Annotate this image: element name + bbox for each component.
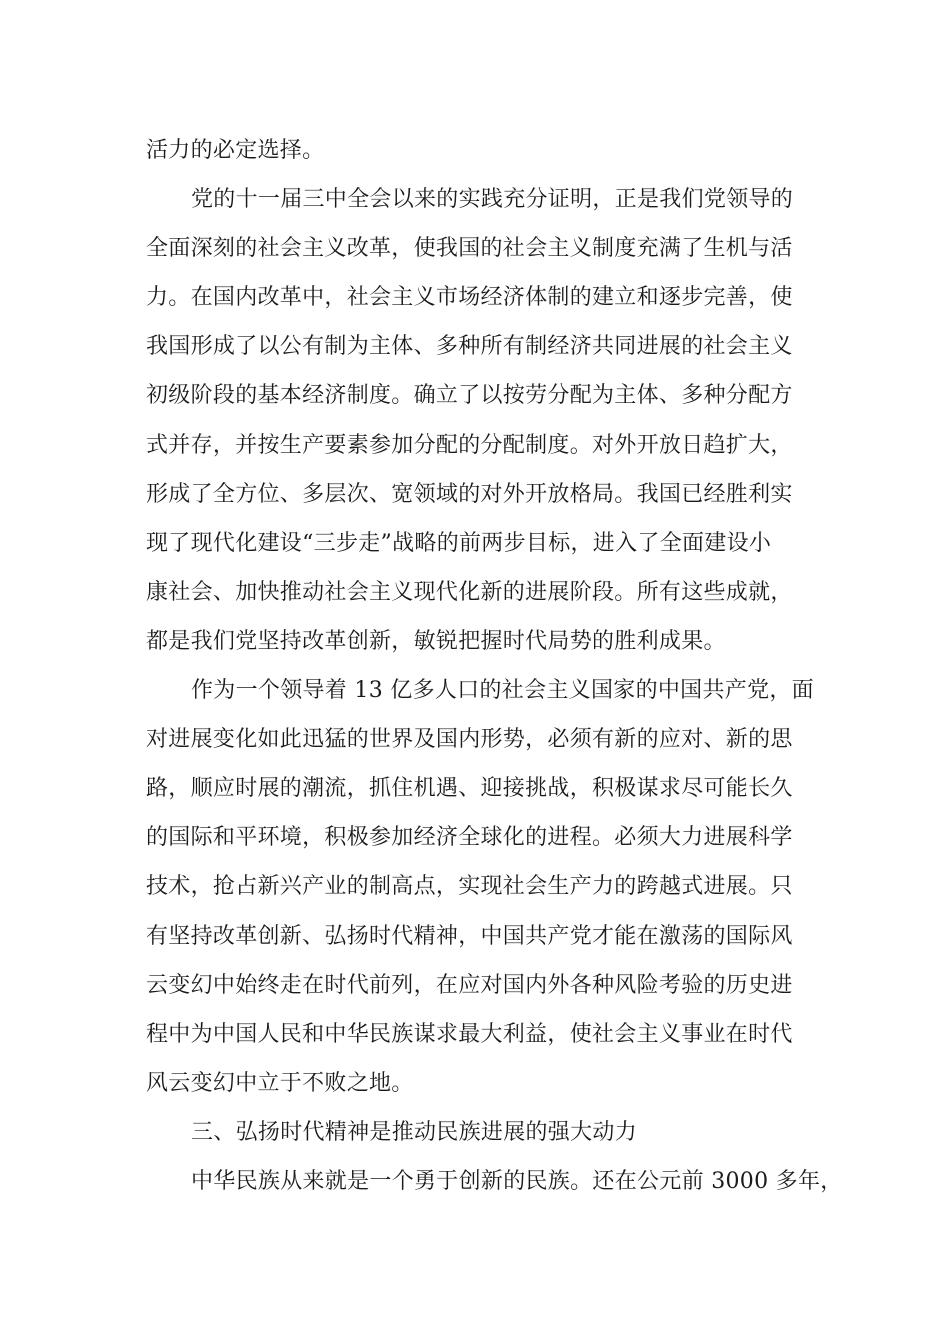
text-line: 技术，抢占新兴产业的制高点，实现社会生产力的跨越式进展。只	[146, 874, 793, 900]
text-line: 中华民族从来就是一个勇于创新的民族。还在公元前 3000 多年，	[191, 1168, 843, 1194]
section-heading: 三、弘扬时代精神是推动民族进展的强大动力	[191, 1119, 638, 1145]
text-line: 有坚持改革创新、弘扬时代精神，中国共产党才能在激荡的国际风	[146, 923, 793, 949]
text-line: 路，顺应时展的潮流，抓住机遇、迎接挑战，积极谋求尽可能长久	[146, 776, 793, 802]
document-body	[146, 134, 843, 1214]
text-line: 的国际和平环境，积极参加经济全球化的进程。必须大力进展科学	[146, 825, 793, 851]
text-line: 我国形成了以公有制为主体、多种所有制经济共同进展的社会主义	[146, 334, 793, 360]
text-line: 对进展变化如此迅猛的世界及国内形势，必须有新的应对、新的思	[146, 727, 793, 753]
text-line: 全面深刻的社会主义改革，使我国的社会主义制度充满了生机与活	[146, 236, 793, 262]
text-line: 式并存，并按生产要素参加分配的分配制度。对外开放日趋扩大，	[146, 432, 793, 458]
text-line: 现了现代化建设“三步走”战略的前两步目标，进入了全面建设小	[146, 530, 772, 556]
text-line: 云变幻中始终走在时代前列，在应对国内外各种风险考验的历史进	[146, 972, 793, 998]
text-line: 力。在国内改革中，社会主义市场经济体制的建立和逐步完善，使	[146, 285, 793, 311]
text-line: 党的十一届三中全会以来的实践充分证明，正是我们党领导的	[191, 187, 794, 213]
text-line: 作为一个领导着 13 亿多人口的社会主义国家的中国共产党，面	[191, 678, 814, 704]
text-line: 活力的必定选择。	[146, 138, 325, 163]
text-line: 都是我们党坚持改革创新，敏锐把握时代局势的胜利成果。	[146, 628, 726, 654]
text-line: 形成了全方位、多层次、宽领域的对外开放格局。我国已经胜利实	[146, 481, 793, 507]
text-line: 康社会、加快推动社会主义现代化新的进展阶段。所有这些成就，	[146, 579, 793, 605]
text-line: 程中为中国人民和中华民族谋求最大利益，使社会主义事业在时代	[146, 1021, 793, 1047]
text-line: 风云变幻中立于不败之地。	[146, 1070, 414, 1096]
text-line: 初级阶段的基本经济制度。确立了以按劳分配为主体、多种分配方	[146, 383, 793, 409]
